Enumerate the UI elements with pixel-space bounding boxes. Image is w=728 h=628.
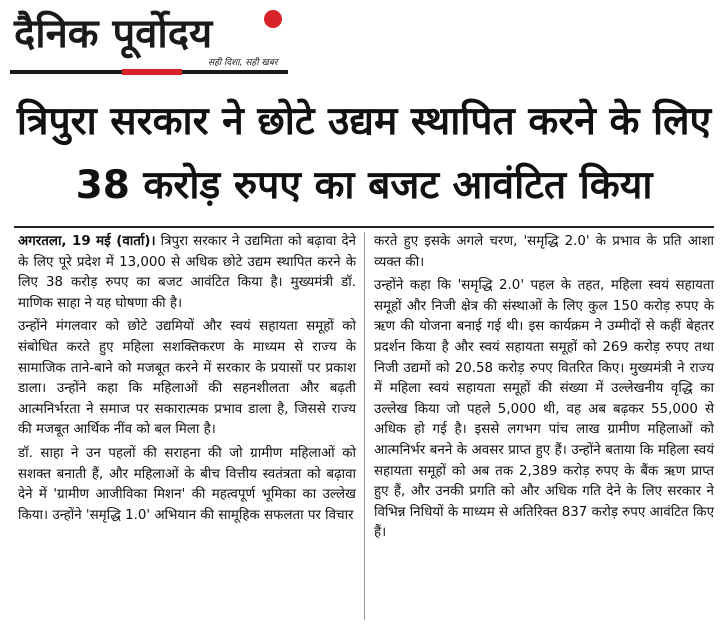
newspaper-tagline: सही दिशा, सही खबर — [208, 58, 278, 68]
article-dateline: अगरतला, 19 मई (वार्ता)। — [18, 234, 156, 249]
logo-red-dot-icon — [264, 10, 282, 28]
article-paragraph: उन्होंने मंगलवार को छोटे उद्यमियों और स्वयं सहायता समूहों को संबोधित करते हुए महिला सशक्तिकरण के माध्यम से राज्य के सामाजिक ताने-बाने को मजबूत करने में सरकार के प्रयासों पर प्रकाश डाला। उन्होंने कहा कि महिलाओं की सहनशीलता और बढ़ती आत्मनिर्भरता ने समाज पर सकारात्मक प्रभाव डाला है, जिससे राज्य की मजबूत आर्थिक नींव को बल मिला है। — [18, 319, 356, 438]
column-divider — [364, 232, 365, 620]
article-paragraph: उन्होंने कहा कि 'समृद्धि 2.0' पहल के तहत, महिला स्वयं सहायता समूहों और निजी क्षेत्र की संस्थाओं के लिए कुल 150 करोड़ रुपए के ऋण की योजना बनाई गई थी। इस कार्यक्रम ने उम्मीदों से कहीं बेहतर प्रदर्शन किया है और स्वयं सहायता समूहों को 269 करोड़ रुपए तथा निजी उद्यमों को 20.58 करोड़ रुपए वितरित किए। मुख्यमंत्री ने राज्य में महिला स्वयं सहायता समूहों की संख्या में उल्लेखनीय वृद्धि का उल्लेख किया जो पहले 5,000 थी, वह अब बढ़कर 55,000 से अधिक हो गई है। इससे लगभग पांच लाख ग्रामीण महिलाओं को आत्मनिर्भर बनने के अवसर प्राप्त हुए हैं। उन्होंने बताया कि महिला स्वयं सहायता समूहों को अब तक 2,389 करोड़ रुपए के बैंक ऋण प्राप्त हुए हैं, और उनकी प्रगति को और अधिक गति देने के लिए सरकार ने विभिन्न निधियों के माध्यम से अतिरिक्त 837 करोड़ रुपए आवंटित किए हैं। — [374, 278, 714, 541]
article-headline: त्रिपुरा सरकार ने छोटे उद्यम स्थापित करने के लिए 38 करोड़ रुपए का बजट आवंटित किया — [16, 99, 712, 208]
paragraph-text: त्रिपुरा सरकार ने उद्यमिता को बढ़ावा देने के लिए पूरे प्रदेश में 13,000 से अधिक छोटे उद्यम स्थापित करने के लिए 38 करोड़ रुपए का बजट आवंटित किया है। मुख्यमंत्री डॉ. माणिक साहा ने यह घोषणा की है। — [18, 234, 356, 311]
headline-rule — [14, 226, 714, 228]
article-paragraph: करते हुए इसके अगले चरण, 'समृद्धि 2.0' के प्रभाव के प्रति आशा व्यक्त की। — [374, 234, 714, 270]
newspaper-logo: दैनिक पूर्वोदय — [14, 11, 213, 57]
article-column-right — [374, 232, 714, 547]
masthead — [10, 8, 288, 74]
article-column-left — [18, 232, 356, 529]
article-paragraph: डॉ. साहा ने उन पहलों की सराहना की जो ग्रामीण महिलाओं को सशक्त बनाती हैं, और महिलाओं के बीच वित्तीय स्वतंत्रता को बढ़ावा देने में 'ग्रामीण आजीविका मिशन' की महत्वपूर्ण भूमिका का उल्लेख किया। उन्होंने 'समृद्धि 1.0' अभियान की सामूहिक सफलता पर विचार — [18, 445, 356, 523]
masthead-red-accent — [122, 69, 182, 75]
article-paragraph — [18, 232, 356, 314]
